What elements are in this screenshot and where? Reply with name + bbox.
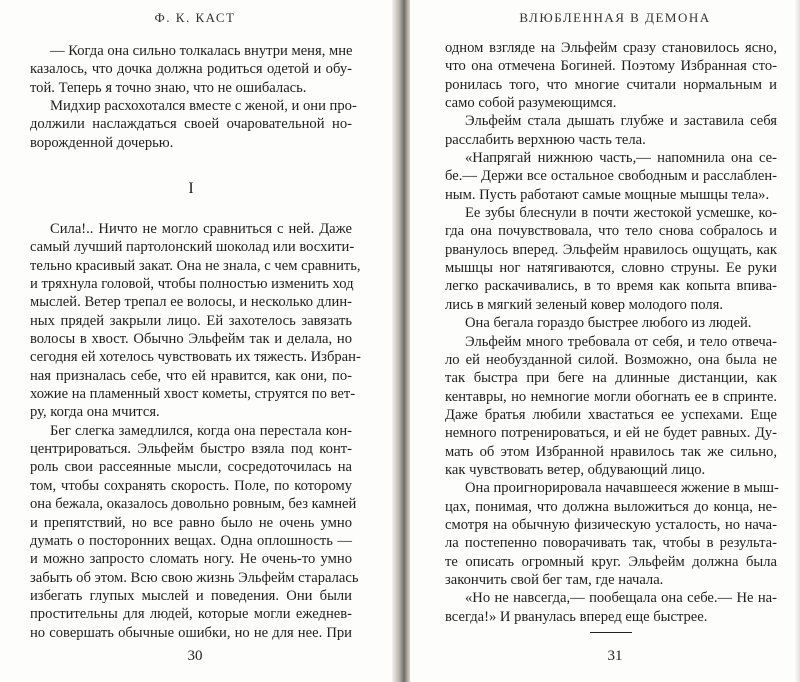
text-line: ру, когда она мчится. bbox=[30, 404, 160, 421]
left-page bbox=[0, 0, 398, 682]
text-line: всегда!» И рванулась вперед еще быстрее. bbox=[445, 608, 708, 625]
text-line: она бежала, оказалось довольно ровным, без камней bbox=[30, 496, 357, 513]
text-line: сегодня ей хотелось чувствовать их тяжесть. Избран- bbox=[30, 349, 361, 366]
text-line: мать об этом Избранной нравилось так же сильно, bbox=[445, 443, 777, 460]
text-line: и тряхнула головой, чтобы полностью изменить ход bbox=[30, 276, 354, 293]
text-line: немного потренироваться, и ей не будет равных. Ду- bbox=[445, 425, 777, 442]
paragraph bbox=[30, 42, 352, 97]
text-line: том, чтобы сохранять скорость. Поле, по которому bbox=[30, 477, 352, 494]
paragraph bbox=[445, 149, 777, 204]
text-block bbox=[445, 39, 777, 626]
text-line: избегать глупых мыслей и поведения. Они были bbox=[30, 587, 352, 604]
text-block-top bbox=[30, 42, 357, 152]
text-line: — Когда она сильно толкалась внутри меня, мне bbox=[50, 43, 353, 59]
text-line: рванулось вперед. Эльфейм нравилось ощущать, как bbox=[445, 241, 777, 258]
text-line: тельно красивый закат. Она не знала, с чем сравнить, bbox=[30, 257, 361, 274]
paragraph bbox=[445, 39, 777, 112]
text-line: смотря на обычную физическую усталость, но нача- bbox=[445, 516, 777, 533]
text-line: Она проигнорировала начавшееся жжение в мыш- bbox=[465, 480, 779, 497]
text-line: простительны для людей, которые могли ежеднев- bbox=[30, 606, 352, 623]
text-line: расслабить верхнюю часть тела. bbox=[445, 131, 646, 148]
text-block-main bbox=[30, 220, 361, 642]
text-line: должили наслаждаться своей очаровательной но- bbox=[30, 116, 352, 133]
text-line: ло ей необузданной силой. Возможно, она была не bbox=[445, 351, 777, 368]
text-line: и можно запросто сломать ногу. Не очень-то умно bbox=[30, 551, 352, 568]
paragraph bbox=[445, 314, 777, 332]
text-line: кентавры, но немногие могли обогнать ее в спринте. bbox=[445, 388, 777, 405]
chapter-number: I bbox=[188, 180, 194, 197]
text-line: Ее зубы блеснули в почти жестокой усмешке, ко- bbox=[465, 205, 777, 222]
text-line: «Напрягай нижнюю часть,— напомнила она се- bbox=[465, 150, 777, 167]
text-line: ла постепенно поворачивать так, чтобы в результа- bbox=[445, 535, 777, 552]
text-line: бе.— Держи все остальное свободным и расслаблен- bbox=[445, 168, 777, 185]
text-line: той. Теперь я точно знаю, что не ошибалась. bbox=[30, 79, 307, 96]
text-line: «Но не навсегда,— пообещала она себе.— Не на- bbox=[465, 590, 777, 607]
page-edge bbox=[794, 0, 800, 682]
text-line: одном взгляде на Эльфейм сразу становилось ясно, bbox=[445, 40, 777, 56]
text-line: роль свои рассеянные мысли, сосредоточилась на bbox=[30, 459, 352, 476]
text-line: гда она почувствовала, что тело снова собралось и bbox=[445, 223, 777, 240]
text-line: Она бегала гораздо быстрее любого из людей. bbox=[465, 315, 752, 332]
paragraph bbox=[445, 333, 777, 480]
text-line: само собой разумеющимся. bbox=[445, 95, 617, 112]
text-line: ная призналась себе, что ей нравится, как они, по- bbox=[30, 367, 352, 384]
paragraph bbox=[30, 97, 357, 152]
page-number: 31 bbox=[607, 648, 623, 664]
text-line: и препятствий, но все равно было не очень умно bbox=[30, 514, 352, 531]
text-line: думать о посторонних вещах. Одна оплошность — bbox=[30, 532, 352, 549]
text-line: цах, понимая, что должна выложиться до конца, не- bbox=[445, 498, 777, 515]
paragraph bbox=[445, 479, 777, 589]
text-line: мыслей. Ветер трепал ее волосы, и несколько длин- bbox=[30, 294, 352, 311]
text-line: Сила!.. Ничто не могло сравниться с ней. Даже bbox=[50, 221, 352, 237]
text-line: хожие на пламенный хвост кометы, струятся по вет- bbox=[30, 386, 356, 403]
text-line: ным. Пусть работают самые мощные мышцы тела». bbox=[445, 186, 770, 203]
text-line: лись в мягкий зеленый ковер молодого поля. bbox=[445, 296, 724, 313]
paragraph bbox=[445, 112, 777, 149]
text-line: Эльфейм много требовала от себя, и тело отвеча- bbox=[465, 333, 777, 350]
text-line: но совершать обычные ошибки, но не для нее. При bbox=[30, 624, 352, 641]
page-number: 30 bbox=[187, 648, 203, 664]
text-line: ронилась того, что многие считали нормальным и bbox=[445, 76, 777, 93]
text-line: что она отмечена Богиней. Поэтому Избранная сто- bbox=[445, 58, 777, 75]
section-end-rule bbox=[590, 632, 632, 633]
text-line: Даже братья любили хвастаться ее успехами. Еще bbox=[445, 406, 777, 423]
text-line: так быстра при беге на длинные дистанции, как bbox=[445, 370, 777, 387]
text-line: ворожденной дочерью. bbox=[30, 134, 174, 151]
text-line: те описать огромный круг. Эльфейм должна была bbox=[445, 553, 777, 570]
paragraph bbox=[445, 589, 777, 626]
paragraph bbox=[30, 422, 359, 642]
text-line: казалось, что дочка должна родиться одетой и обу- bbox=[30, 61, 352, 78]
right-page bbox=[410, 0, 800, 682]
paragraph bbox=[445, 204, 777, 314]
text-line: закончить свой бег там, где начала. bbox=[445, 571, 664, 588]
text-line: забыть об этом. Всю свою жизнь Эльфейм старалась bbox=[30, 569, 359, 586]
text-line: самый лучший партолонский шоколад или восхити- bbox=[30, 239, 355, 256]
paragraph bbox=[30, 220, 361, 422]
text-line: ных прядей закрыли лицо. Ей захотелось завязать bbox=[30, 312, 352, 329]
text-line: Мидхир расхохотался вместе с женой, и они про- bbox=[50, 98, 357, 115]
running-head-author: Ф. К. КАСТ bbox=[154, 10, 236, 25]
text-line: волосы в хвост. Обычно Эльфейм так и делала, но bbox=[30, 331, 352, 348]
running-head-title: ВЛЮБЛЕННАЯ В ДЕМОНА bbox=[519, 10, 711, 25]
text-line: Эльфейм стала дышать глубже и заставила себя bbox=[465, 113, 777, 130]
text-line: центрироваться. Эльфейм быстро взяла под конт- bbox=[30, 441, 352, 458]
text-line: мышцы ног натягиваются, словно струны. Ее руки bbox=[445, 260, 777, 277]
text-line: как чувствовать ветер, обдувающий лицо. bbox=[445, 461, 706, 478]
text-line: Бег слегка замедлился, когда она перестала кон- bbox=[50, 422, 352, 439]
text-line: легко раскачивались, в то время как копыта впива- bbox=[445, 278, 777, 295]
